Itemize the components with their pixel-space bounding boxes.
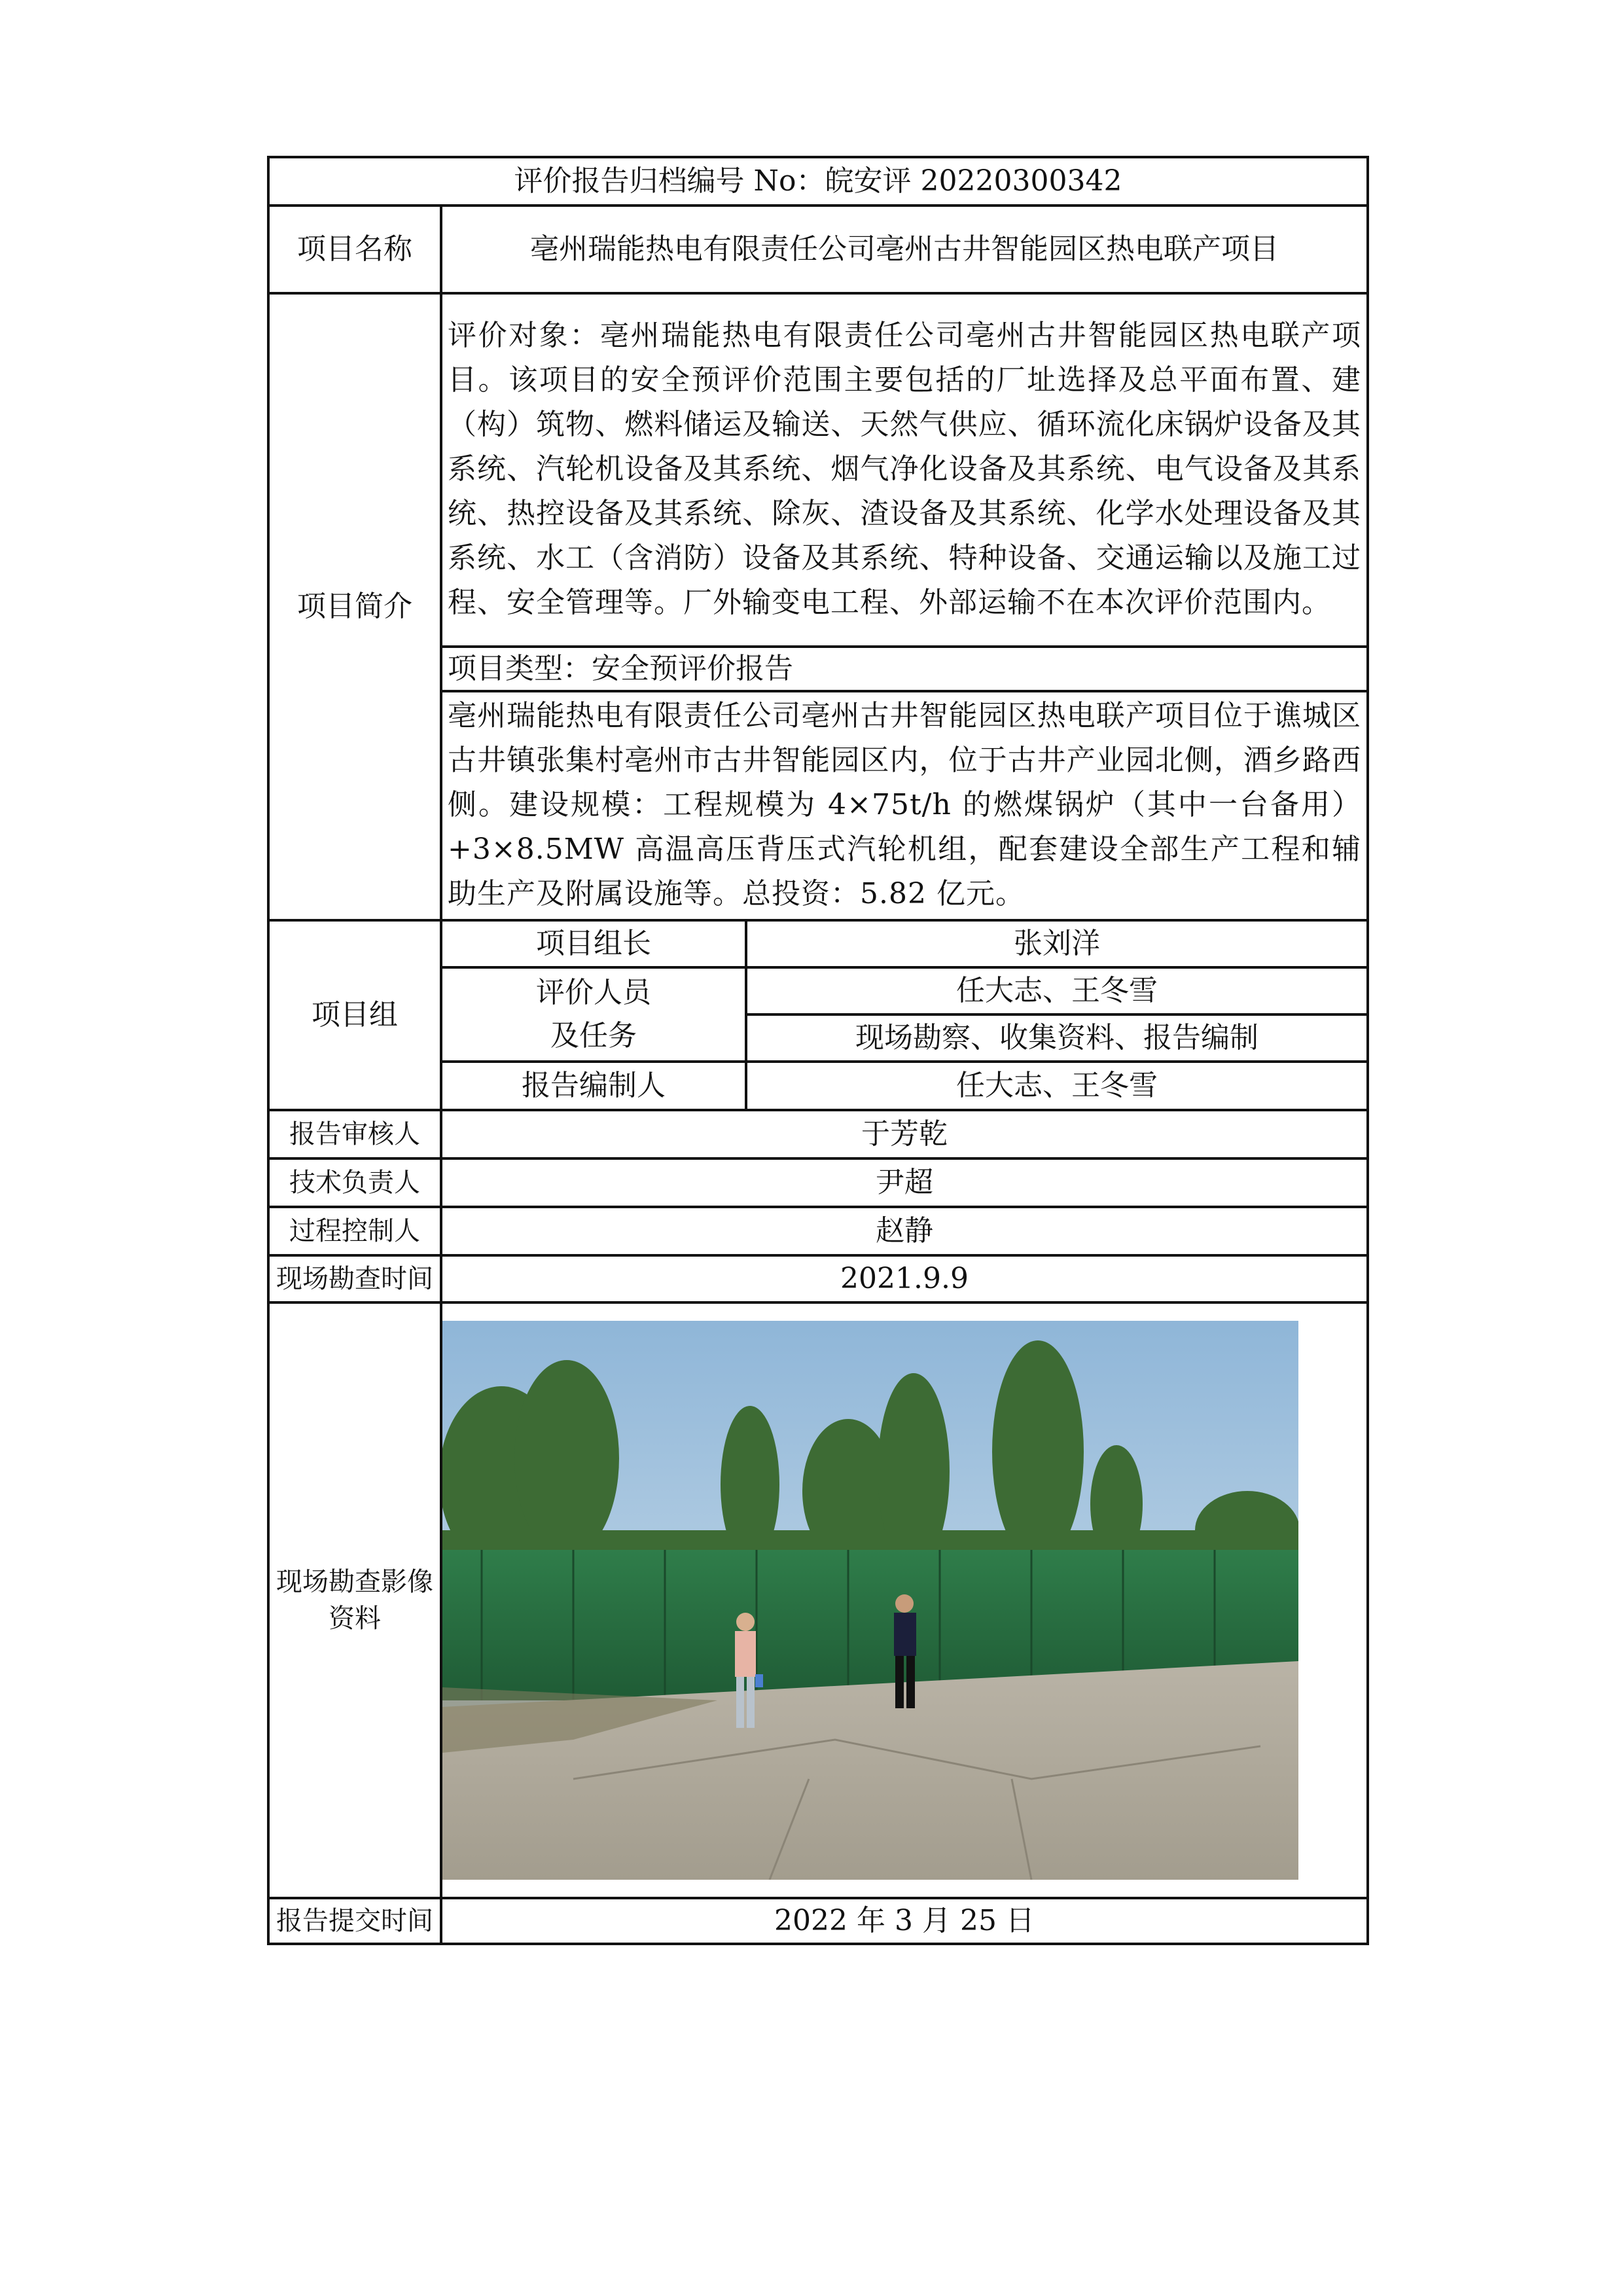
process-control-row bbox=[268, 1207, 1368, 1255]
survey-photo-cell bbox=[441, 1302, 1368, 1898]
tasks-value: 现场勘察、收集资料、报告编制 bbox=[746, 1014, 1368, 1062]
project-intro-label: 项目简介 bbox=[268, 293, 441, 920]
reviewer-value: 于芳乾 bbox=[441, 1110, 1368, 1158]
project-description-text: 亳州瑞能热电有限责任公司亳州古井智能园区热电联产项目位于谯城区古井镇张集村亳州市古井智能园区内，位于古井产业园北侧，酒乡路西侧。建设规模：工程规模为 4×75t/h 的燃煤锅炉（其中一台备用）+3×8.5MW 高温高压背压式汽轮机组，配套建设全部生产工程和辅助生产及附属设施等。总投资：5.82 亿元。 bbox=[441, 691, 1368, 920]
author-label: 报告编制人 bbox=[441, 1062, 746, 1110]
process-control-label: 过程控制人 bbox=[268, 1207, 441, 1255]
project-scope-row bbox=[268, 293, 1368, 647]
reviewer-label: 报告审核人 bbox=[268, 1110, 441, 1158]
evaluation-table bbox=[267, 156, 1369, 1945]
evaluators-value: 任大志、王冬雪 bbox=[746, 967, 1368, 1014]
report-form bbox=[267, 156, 1366, 1945]
survey-photo-row bbox=[268, 1302, 1368, 1898]
author-value: 任大志、王冬雪 bbox=[746, 1062, 1368, 1110]
submission-row bbox=[268, 1898, 1368, 1944]
project-name-value: 亳州瑞能热电有限责任公司亳州古井智能园区热电联产项目 bbox=[441, 206, 1368, 293]
leader-value: 张刘洋 bbox=[746, 920, 1368, 967]
evaluators-label-line2: 及任务 bbox=[550, 1019, 637, 1052]
archive-number: 评价报告归档编号 No：皖安评 20220300342 bbox=[268, 157, 1368, 206]
evaluators-label-line1: 评价人员 bbox=[536, 976, 651, 1009]
submission-label: 报告提交时间 bbox=[268, 1898, 441, 1944]
leader-label: 项目组长 bbox=[441, 920, 746, 967]
project-scope-text: 评价对象：亳州瑞能热电有限责任公司亳州古井智能园区热电联产项目。该项目的安全预评价范围主要包括的厂址选择及总平面布置、建（构）筑物、燃料储运及输送、天然气供应、循环流化床锅炉设备及其系统、汽轮机设备及其系统、烟气净化设备及其系统、电气设备及其系统、热控设备及其系统、除灰、渣设备及其系统、化学水处理设备及其系统、水工（含消防）设备及其系统、特种设备、交通运输以及施工过程、安全管理等。厂外输变电工程、外部运输不在本次评价范围内。 bbox=[441, 293, 1368, 647]
tech-lead-value: 尹超 bbox=[441, 1158, 1368, 1207]
submission-value: 2022 年 3 月 25 日 bbox=[441, 1898, 1368, 1944]
project-name-label: 项目名称 bbox=[268, 206, 441, 293]
survey-photo-label-line1: 现场勘查影像 bbox=[276, 1567, 433, 1597]
project-group-label: 项目组 bbox=[268, 920, 441, 1110]
group-leader-row bbox=[268, 920, 1368, 967]
archive-number-row bbox=[268, 157, 1368, 206]
site-survey-photo bbox=[442, 1321, 1298, 1880]
project-name-row bbox=[268, 206, 1368, 293]
reviewer-row bbox=[268, 1110, 1368, 1158]
survey-photo-label bbox=[268, 1302, 441, 1898]
survey-time-row bbox=[268, 1255, 1368, 1302]
survey-time-label: 现场勘查时间 bbox=[268, 1255, 441, 1302]
tech-lead-row bbox=[268, 1158, 1368, 1207]
tech-lead-label: 技术负责人 bbox=[268, 1158, 441, 1207]
survey-time-value: 2021.9.9 bbox=[441, 1255, 1368, 1302]
evaluators-label bbox=[441, 967, 746, 1062]
survey-photo-label-line2: 资料 bbox=[329, 1604, 381, 1634]
process-control-value: 赵静 bbox=[441, 1207, 1368, 1255]
project-type-text: 项目类型：安全预评价报告 bbox=[441, 647, 1368, 691]
